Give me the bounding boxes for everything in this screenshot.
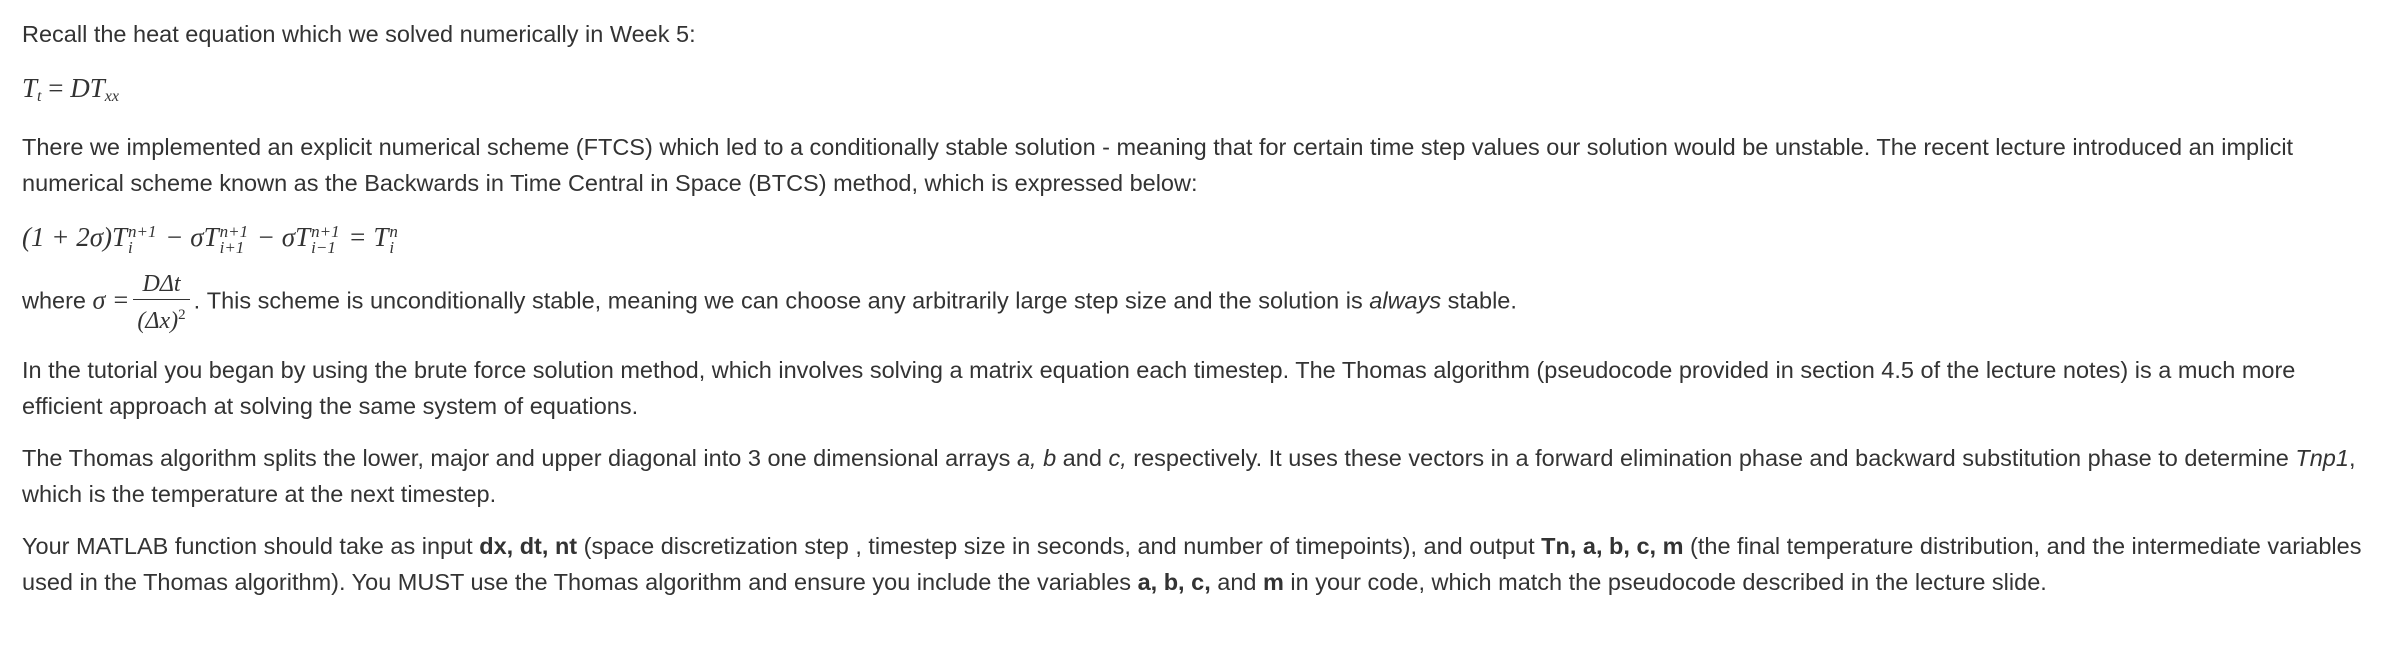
- sigma-symbol: σ =: [92, 285, 130, 315]
- matlab-outputs: Tn, a, b, c, m: [1541, 533, 1684, 559]
- btcs-t4-sup: n: [389, 221, 398, 241]
- fraction-denominator-sup: 2: [178, 307, 186, 323]
- btcs-minus2: − σT: [250, 222, 311, 252]
- sigma-fraction: [133, 269, 189, 336]
- eq-lhs-sub: t: [37, 88, 42, 105]
- ftcs-text: There we implemented an explicit numerical scheme (FTCS) which led to a conditionally stable solution - meaning that for certain time step values our solution would be unstable. The recent lecture introduced an implicit numerical scheme known as the Backwards in Time Central in Space (BTCS) method, which is expressed below:: [22, 134, 2294, 196]
- stability-text-a: . This scheme is unconditionally stable, meaning we can choose any arbitrarily large step size and the solution is: [193, 287, 1370, 314]
- thomas-and: and: [1056, 445, 1109, 471]
- matlab-text-a: Your MATLAB function should take as input: [22, 533, 480, 559]
- stability-text-b: stable.: [1441, 287, 1517, 314]
- eq-lhs: T: [22, 73, 38, 103]
- thomas-text-a: The Thomas algorithm splits the lower, major and upper diagonal into 3 one dimensional arrays: [22, 445, 1017, 471]
- array-c: c,: [1108, 445, 1127, 471]
- matlab-text-e: in your code, which match the pseudocode described in the lecture slide.: [1283, 569, 2047, 595]
- btcs-equals: = T: [341, 222, 389, 252]
- btcs-t4-sub: i: [389, 237, 395, 257]
- intro-text: Recall the heat equation which we solved numerically in Week 5:: [22, 21, 696, 47]
- btcs-prefix: (1 + 2σ)T: [22, 222, 128, 252]
- eq-rhs-sub: xx: [104, 88, 119, 105]
- eq-rhs: DT: [70, 73, 105, 103]
- btcs-t3-sub: i−1: [311, 237, 336, 257]
- matlab-vars: a, b, c,: [1137, 569, 1211, 595]
- tnp1-variable: Tnp1: [2295, 445, 2349, 471]
- btcs-t1-sup: n+1: [128, 221, 157, 241]
- where-word: where: [22, 287, 87, 314]
- btcs-t3-sup: n+1: [311, 221, 340, 241]
- btcs-t2-sub: i+1: [219, 237, 245, 257]
- matlab-inputs: dx, dt, nt: [479, 533, 578, 559]
- fraction-numerator: DΔt: [142, 271, 181, 297]
- matlab-text-c: (the final temperature distribution, and the intermediate variables used in the Thomas algorithm). You MUST use the Thomas algorithm and ensure you include the variables: [22, 533, 2362, 595]
- tutorial-text: In the tutorial you began by using the brute force solution method, which involves solving a matrix equation each timestep. The Thomas algorithm (pseudocode provided in section 4.5 of the lecture notes) is a much more efficient approach at solving the same system of equations.: [22, 357, 2296, 419]
- matlab-text-b: (space discretization step , timestep size in seconds, and number of timepoints), and output: [577, 533, 1542, 559]
- problem-statement: [22, 16, 2362, 616]
- btcs-equation: [22, 217, 2362, 257]
- matlab-m: m: [1263, 569, 1284, 595]
- eq-equals: =: [48, 73, 64, 103]
- btcs-t1-sub: i: [128, 237, 133, 257]
- matlab-instructions: [22, 528, 2362, 600]
- btcs-minus1: − σT: [158, 222, 219, 252]
- arrays-ab: a, b: [1016, 445, 1057, 471]
- heat-equation: [22, 68, 2362, 117]
- thomas-text-c: , which is the temperature at the next timestep.: [22, 445, 2356, 507]
- thomas-algorithm-text: [22, 440, 2362, 512]
- btcs-t2-sup: n+1: [219, 221, 249, 241]
- thomas-text-b: respectively. It uses these vectors in a forward elimination phase and backward substitution phase to determine: [1126, 445, 2296, 471]
- matlab-text-d: and: [1210, 569, 1263, 595]
- always-word: always: [1369, 287, 1442, 314]
- fraction-denominator: (Δx): [137, 308, 179, 334]
- sigma-definition: [22, 269, 2362, 336]
